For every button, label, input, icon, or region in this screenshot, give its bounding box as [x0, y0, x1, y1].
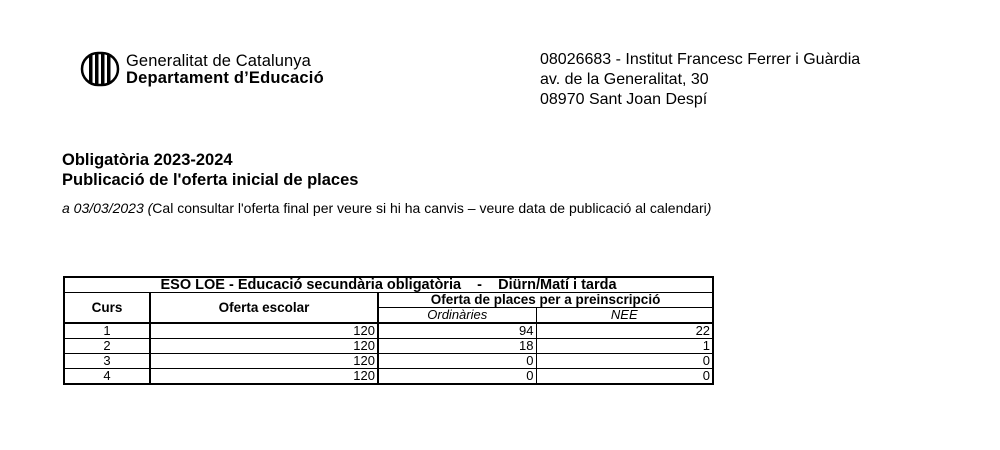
cell-nee: 22 [536, 323, 713, 339]
table-title: ESO LOE - Educació secundària obligatòria - Diürn/Matí i tarda [64, 277, 713, 293]
organization-name [126, 53, 324, 87]
cell-curs: 1 [64, 323, 150, 339]
cell-curs: 3 [64, 354, 150, 369]
generalitat-logo-icon [80, 51, 120, 87]
document-titles [62, 150, 358, 190]
cell-ordinaries: 0 [378, 354, 536, 369]
note-date: a 03/03/2023 ( [62, 200, 153, 216]
header-nee: NEE [536, 308, 713, 324]
note-text: Cal consultar l'oferta final per veure si hi ha canvis – veure data de publicació al calendari [152, 200, 707, 216]
table-row [64, 339, 713, 354]
cell-ordinaries: 94 [378, 323, 536, 339]
document-subtitle: Publicació de l'oferta inicial de places [62, 171, 359, 189]
address-line-3: 08970 Sant Joan Despí [540, 91, 708, 108]
cell-ordinaries: 18 [378, 339, 536, 354]
org-line-1: Generalitat de Catalunya [126, 52, 311, 70]
address-line-2: av. de la Generalitat, 30 [540, 71, 709, 88]
school-address [540, 50, 860, 110]
table-row [64, 369, 713, 385]
cell-oferta: 120 [150, 354, 378, 369]
note-close: ) [706, 200, 712, 216]
places-offer-table [63, 276, 714, 385]
cell-nee: 0 [536, 354, 713, 369]
address-line-1: 08026683 - Institut Francesc Ferrer i Guàrdia [540, 51, 861, 68]
header-curs: Curs [64, 293, 150, 324]
header-ordinaries: Ordinàries [378, 308, 536, 324]
header-preinscripcio: Oferta de places per a preinscripció [378, 293, 713, 308]
document-title: Obligatòria 2023-2024 [62, 151, 233, 169]
table-row [64, 354, 713, 369]
cell-curs: 2 [64, 339, 150, 354]
cell-oferta: 120 [150, 339, 378, 354]
cell-ordinaries: 0 [378, 369, 536, 385]
cell-oferta: 120 [150, 369, 378, 385]
cell-nee: 1 [536, 339, 713, 354]
table-row [64, 323, 713, 339]
org-line-2: Departament d’Educació [126, 69, 324, 87]
header-oferta-escolar: Oferta escolar [150, 293, 378, 324]
publication-note [62, 199, 711, 217]
cell-oferta: 120 [150, 323, 378, 339]
cell-curs: 4 [64, 369, 150, 385]
cell-nee: 0 [536, 369, 713, 385]
